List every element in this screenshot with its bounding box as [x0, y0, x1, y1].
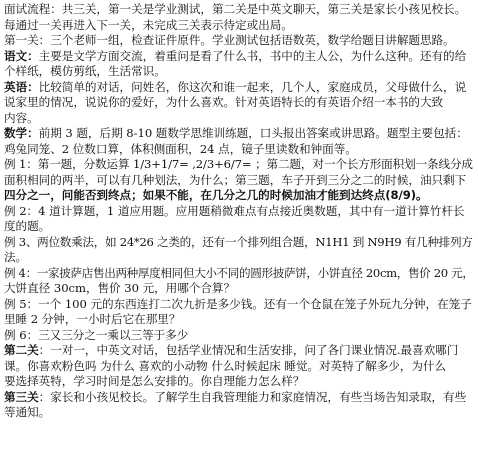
text-line — [4, 33, 476, 49]
paragraph-ex2 — [4, 204, 476, 235]
paragraph-round2 — [4, 343, 476, 390]
text-line — [4, 173, 476, 189]
text-line — [4, 188, 476, 204]
paragraph-chinese — [4, 49, 476, 80]
paragraph-ex3 — [4, 235, 476, 266]
text-line — [4, 328, 476, 344]
bold-label: 第二关 — [4, 343, 39, 357]
text-line — [4, 49, 476, 65]
text-run: 法。 — [4, 250, 28, 264]
bold-label: 英语： — [4, 79, 39, 94]
text-line — [4, 80, 476, 96]
text-line — [4, 18, 476, 34]
text-run: 前期 3 题，后期 8-10 题数学思维训练题，口头报出答案或讲思路。题型主要包括： — [38, 126, 468, 140]
text-run: 例 5：一个 100 元的东西连打二次九折是多少钱。还有一个仓鼠在笼子外玩九分钟，在笼子 — [4, 296, 472, 311]
text-line — [4, 111, 476, 127]
text-run: 每通过一关再进入下一关，未完成三关表示待定或出局。 — [4, 17, 293, 32]
text-run: ：家长和小孩见校长。了解学生自我管理能力和家庭情况，有些当场告知录取，有些 — [38, 389, 467, 404]
bold-label: 第三关 — [4, 389, 39, 404]
text-line — [4, 405, 476, 421]
text-line — [4, 390, 476, 406]
text-line — [4, 297, 476, 313]
paragraph-ex4 — [4, 266, 476, 297]
bold-label: 语文： — [4, 48, 39, 63]
text-run: 主要是文学方面交流，着重问是看了什么书，书中的主人公，为什么这种。还有的给 — [38, 48, 467, 63]
text-line — [4, 219, 476, 235]
text-run: 说家里的情况，说说你的爱好，为什么喜欢。针对英语特长的有英语介绍一本书的大致 — [4, 95, 444, 109]
text-line — [4, 95, 476, 111]
text-run: 度的题。 — [4, 219, 51, 233]
text-run: 鸡兔同笼、2 位数口算，体积侧面积，24 点，镜子里读数和钟面等。 — [4, 141, 357, 156]
text-line — [4, 2, 476, 18]
text-line — [4, 374, 476, 390]
paragraph-ex1 — [4, 157, 476, 204]
paragraph-ex6 — [4, 328, 476, 344]
text-run: 等通知。 — [4, 405, 51, 419]
text-run: 例 6：三又三分之一乘以三等于多少 — [4, 327, 189, 342]
paragraph-english — [4, 80, 476, 127]
text-run: 例 1：第一题，分数运算 1/3+1/7= ,2/3+6/7= ；第二题，对一个长方形面积划一条线分成 — [4, 157, 473, 171]
bold-label: 四分之一，问能否到终点；如果不能，在几分之几的时候加油才能到达终点(8/9)。 — [4, 188, 428, 202]
text-run: 要选择英特，学习时间是怎么安排的。你自理能力怎么样？ — [4, 374, 305, 388]
text-run: ：一对一，中英文对话，包括学业情况和生活安排，问了各门课业情况.最喜欢哪门 — [38, 343, 459, 357]
text-line — [4, 266, 476, 282]
text-line — [4, 235, 476, 251]
text-line — [4, 359, 476, 375]
bold-label: 数学： — [4, 126, 39, 140]
text-run: 个样纸，模仿剪纸，生活常识。 — [4, 64, 166, 78]
document-body — [4, 2, 476, 421]
text-run: 第一关： — [4, 33, 51, 47]
text-line — [4, 281, 476, 297]
text-run: 内容。 — [4, 110, 39, 125]
text-line — [4, 343, 476, 359]
paragraph-math — [4, 126, 476, 157]
text-line — [4, 126, 476, 142]
text-run: 例 4：一家披萨店售出两种厚度相同但大小不同的圆形披萨饼，小饼直径 20cm，售价 20 元， — [4, 265, 474, 280]
text-line — [4, 64, 476, 80]
text-run: 例 3、两位数乘法，如 24*26 之类的，还有一个排列组合题，N1H1 到 N9H9 有几种排列方 — [4, 234, 473, 249]
text-run: 面积相同的两半，可以有几种划法，为什么；第三题，车子开到三分之二的时候，油只剩下 — [4, 172, 467, 187]
text-line — [4, 142, 476, 158]
text-line — [4, 312, 476, 328]
paragraph-intro — [4, 2, 476, 49]
text-line — [4, 204, 476, 220]
text-run: 三个老师一组，检查证件原件。学业测试包括语数英，数学给题目讲解题思路。 — [50, 33, 455, 47]
text-line — [4, 250, 476, 266]
paragraph-ex5 — [4, 297, 476, 328]
text-run: 里睡 2 分钟，一小时后它在那里？ — [4, 312, 181, 326]
text-run: 课。你喜欢粉色吗 为什么 喜欢的小动物 什么时候起床 睡觉。对英特了解多少，为什么 — [4, 358, 447, 373]
text-line — [4, 157, 476, 173]
text-run: 例 2：4 道计算题，1 道应用题。应用题稍微难点有点接近奥数题，其中有一道计算竹杆长 — [4, 203, 465, 218]
text-run: 面试流程：共三关，第一关是学业测试，第二关是中英文聊天，第三关是家长小孩见校长。 — [4, 2, 467, 16]
text-run: 大饼直径 30cm，售价 30 元，用哪个合算？ — [4, 281, 235, 295]
text-run: 比较简单的对话，问姓名，你这次和谁一起来，几个人，家庭成员，父母做什么，说 — [38, 79, 467, 94]
paragraph-round3 — [4, 390, 476, 421]
